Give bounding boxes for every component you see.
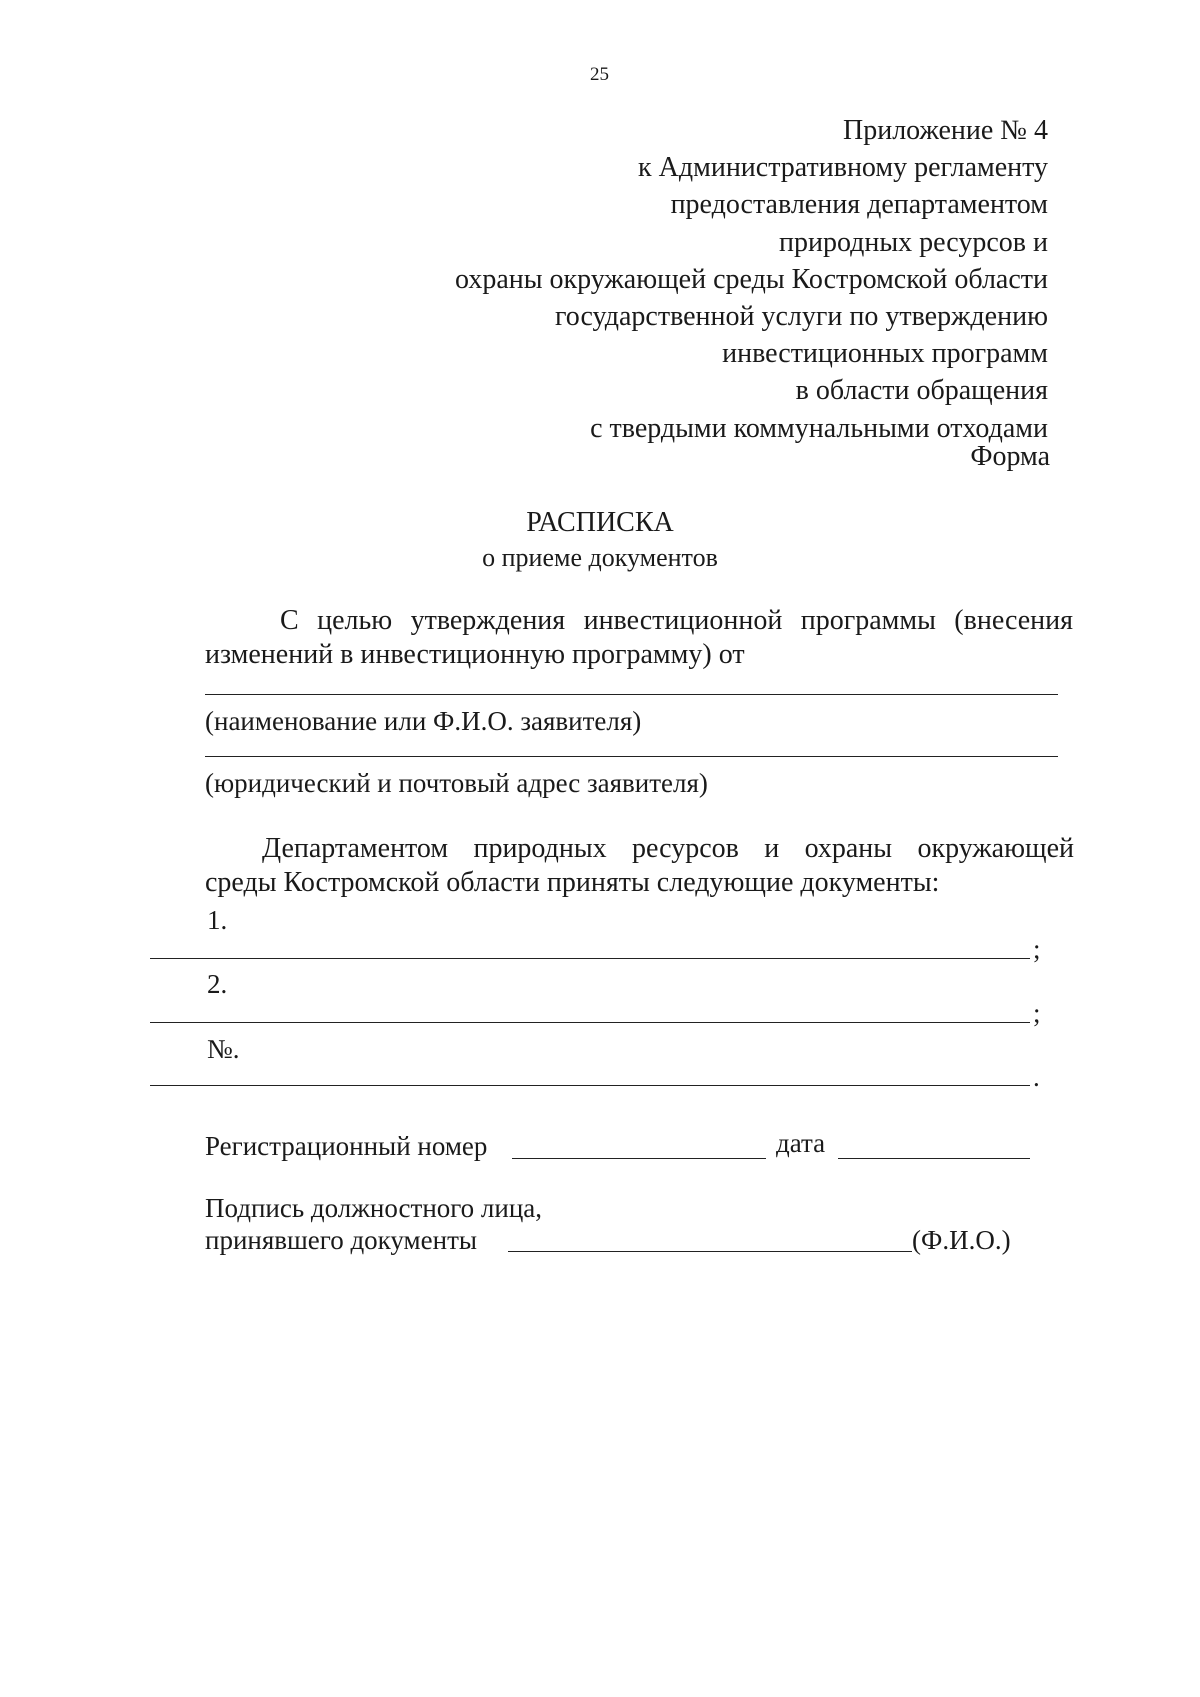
registration-date-label: дата [776, 1128, 826, 1158]
form-label: Форма [970, 441, 1050, 472]
appendix-line: охраны окружающей среды Костромской области [455, 263, 1048, 295]
department-line-1: Департаментом природных ресурсов и охраны окружающей [262, 833, 1074, 864]
intro-line-2: изменений в инвестиционную программу) от [205, 639, 745, 670]
registration-date-line[interactable] [838, 1158, 1030, 1159]
applicant-name-line[interactable] [205, 694, 1058, 695]
signature-label-line-1: Подпись должностного лица, [205, 1193, 543, 1223]
document-item-end: . [1033, 1062, 1040, 1092]
applicant-name-caption: (наименование или Ф.И.О. заявителя) [205, 706, 642, 736]
intro-line-1: С целью утверждения инвестиционной программы (внесения [280, 605, 1073, 636]
signature-line[interactable] [508, 1251, 912, 1252]
document-item-marker: 2. [207, 969, 228, 999]
appendix-line: государственной услуги по утверждению [554, 301, 1048, 333]
department-line-2: среды Костромской области приняты следующие документы: [205, 867, 940, 898]
document-item-line[interactable] [150, 958, 1030, 959]
document-item-line[interactable] [150, 1022, 1030, 1023]
appendix-line: предоставления департаментом [670, 189, 1048, 221]
appendix-header [455, 112, 1048, 447]
document-item-marker: №. [207, 1034, 240, 1064]
document-item-end: ; [1033, 998, 1041, 1028]
document-item-end: ; [1033, 934, 1041, 964]
appendix-line: с твердыми коммунальными отходами [590, 412, 1048, 444]
page-number: 25 [590, 64, 609, 85]
document-subtitle: о приеме документов [482, 543, 718, 572]
registration-number-line[interactable] [512, 1158, 766, 1159]
document-item-marker: 1. [207, 905, 228, 935]
applicant-address-line[interactable] [205, 756, 1058, 757]
appendix-line: Приложение № 4 [843, 115, 1048, 146]
appendix-line: в области обращения [795, 375, 1048, 407]
document-item-line[interactable] [150, 1085, 1030, 1086]
appendix-line: к Административному регламенту [638, 152, 1048, 184]
registration-number-label: Регистрационный номер [205, 1131, 488, 1161]
appendix-line: инвестиционных программ [722, 338, 1048, 370]
applicant-address-caption: (юридический и почтовый адрес заявителя) [205, 768, 708, 798]
signature-label-line-2: принявшего документы [205, 1225, 478, 1255]
signature-fio-suffix: (Ф.И.О.) [912, 1225, 1011, 1255]
appendix-line: природных ресурсов и [778, 226, 1048, 258]
document-title: РАСПИСКА [526, 507, 674, 538]
